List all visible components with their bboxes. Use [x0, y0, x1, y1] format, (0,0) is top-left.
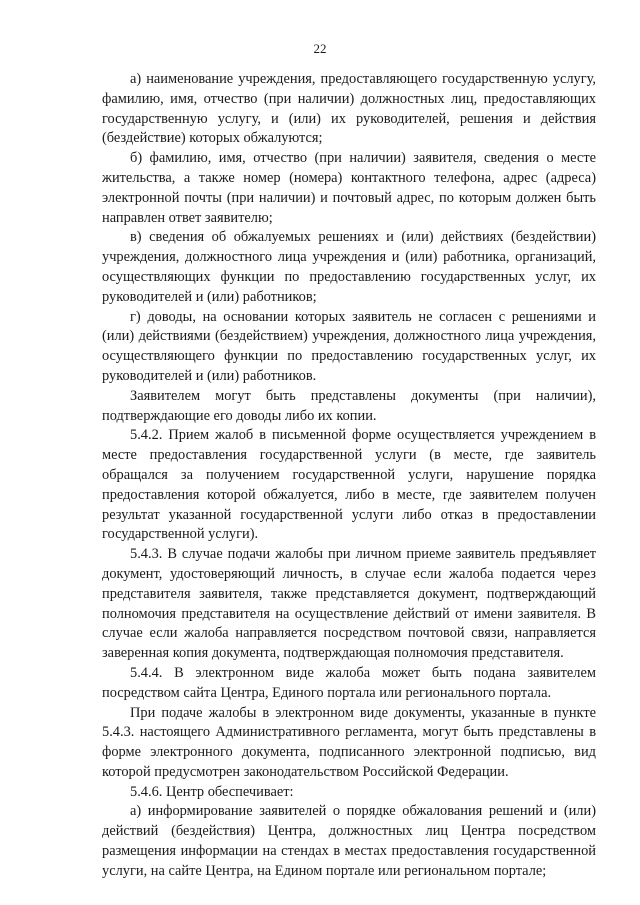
paragraph-item-g: г) доводы, на основании которых заявитель не согласен с решениями и (или) действиями (бездействием) учреждения, должностного лица учреждения, осуществляющего функции по предоставлению государственных услуг, их руководителей и (или) работников.: [102, 308, 596, 384]
paragraph-item-a: а) наименование учреждения, предоставляющего государственную услугу, фамилию, имя, отчество (при наличии) должностных лиц, предоставляющих государственную услугу, и (или) их руководителей, решения и действия (бездействие) которых обжалуются;: [102, 71, 596, 147]
paragraph-5-4-6: 5.4.6. Центр обеспечивает:: [130, 783, 294, 800]
paragraph-documents: Заявителем могут быть представлены документы (при наличии), подтверждающие его доводы либо их копии.: [102, 387, 596, 424]
document-body: [102, 70, 596, 882]
paragraph-5-4-6-a: а) информирование заявителей о порядке обжалования решений и (или) действий (бездействия) Центра, должностных лиц Центра посредством размещения информации на стендах в местах предоставления государственной услуги, на сайте Центра, на Едином портале или региональном портале;: [102, 803, 596, 879]
paragraph-5-4-2: 5.4.2. Прием жалоб в письменной форме осуществляется учреждением в месте предоставления государственной услуги (в месте, где заявитель обращался за получением государственной услуги, нарушение порядка предоставления которой обжалуется, либо в месте, где заявителем получен результат указанной государственной услуги либо отказ в предоставлении государственной услуги).: [102, 427, 596, 543]
paragraph-item-v: в) сведения об обжалуемых решениях и (или) действиях (бездействии) учреждения, должностного лица учреждения и (или) работника, организаций, осуществляющих функции по предоставлению государственных услуг, их руководителей и (или) работников;: [102, 229, 596, 305]
paragraph-item-b: б) фамилию, имя, отчество (при наличии) заявителя, сведения о месте жительства, а также номер (номера) контактного телефона, адрес (адреса) электронной почты (при наличии) и почтовый адрес, по которым должен быть направлен ответ заявителю;: [102, 150, 596, 226]
paragraph-5-4-4: 5.4.4. В электронном виде жалоба может быть подана заявителем посредством сайта Центра, Единого портала или регионального портала.: [102, 664, 596, 701]
page-number: 22: [313, 41, 327, 56]
paragraph-5-4-3: 5.4.3. В случае подачи жалобы при личном приеме заявитель предъявляет документ, удостоверяющий личность, в случае если жалоба подается через представителя заявителя, также представляется документ, подтверждающий полномочия представителя на осуществление действий от имени заявителя. В случае если жалоба направляется посредством почтовой связи, направляется заверенная копия документа, подтверждающая полномочия представителя.: [102, 546, 596, 662]
paragraph-electronic-submission: При подаче жалобы в электронном виде документы, указанные в пункте 5.4.3. настоящего Административного регламента, могут быть представлены в форме электронного документа, подписанного электронной подписью, вид которой предусмотрен законодательством Российской Федерации.: [102, 704, 596, 780]
